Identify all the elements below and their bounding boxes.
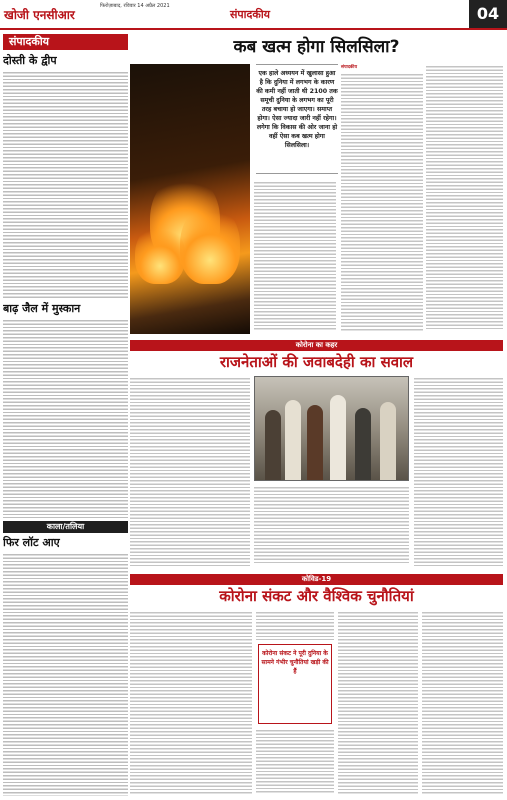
- editorial-banner: संपादकीय: [3, 34, 128, 50]
- left-column: [3, 34, 128, 796]
- date-line: फिरोज़ाबाद, रविवार 14 अप्रैल 2021: [100, 3, 170, 9]
- strip-kala-taliya: काला/तलिया: [3, 521, 128, 533]
- article-title-baadh: बाढ़ जैल में मुस्कान: [3, 302, 81, 315]
- corona-text-col-1: [130, 376, 250, 566]
- article-title-phir: फिर लॉट आए: [3, 536, 60, 549]
- paper-logo: खोजी एनसीआर: [4, 8, 75, 22]
- covid-text-col-2-bottom: [256, 728, 334, 794]
- covid-text-col-2-top: [256, 610, 334, 640]
- page-number: 04: [469, 0, 507, 28]
- covid-text-col-1: [130, 610, 252, 794]
- article-title-dosti: दोस्ती के द्वीप: [3, 54, 57, 67]
- editorial-text-col-1: [254, 180, 336, 334]
- editorial-section: [130, 34, 503, 340]
- corona-headline: राजनेताओं की जवाबदेही का सवाल: [219, 353, 414, 371]
- covid-section: [130, 574, 503, 796]
- section-title: संपादकीय: [230, 8, 271, 21]
- covid-text-col-3: [338, 610, 418, 794]
- editorial-text-col-2: [341, 64, 423, 334]
- article-body-baadh: [3, 318, 128, 518]
- corona-strip: कोरोना का कहर: [130, 340, 503, 351]
- editorial-headline: कब खत्म होगा सिलसिला?: [233, 37, 400, 57]
- editorial-author: संपादकीय: [341, 65, 357, 70]
- corona-section: [130, 340, 503, 570]
- covid-text-col-4: [422, 610, 503, 794]
- covid-highlight-box: कोरोना संकट ने पूरी दुनिया के सामने गंभीर चुनौतियां खड़ी की हैं: [258, 644, 332, 724]
- fire-photo: [130, 64, 250, 334]
- pull-quote: एक हाले अध्ययन में खुलासा हुआ है कि दुनिया में लगभग के कारण की कमी नहीं जाती थी 2100 तक समूची दुनिया के लगभग का पूरी तरह बचाया हो जाएगा। समाप्त होगा। ऐसा ज्यादा जारी नहीं रहेगा। लगेगा कि विकास की ओर जाना हो वहीं ऐसा कब खत्म होगा सिलसिला।: [256, 64, 338, 174]
- corona-text-col-3: [414, 376, 503, 566]
- covid-headline: कोरोना संकट और वैश्विक चुनौतियां: [219, 587, 414, 605]
- editorial-text-col-3: [426, 64, 503, 334]
- article-body-phir: [3, 552, 128, 796]
- masthead: [0, 0, 507, 30]
- article-body-dosti: [3, 70, 128, 300]
- covid-strip: कोविड-19: [130, 574, 503, 585]
- corona-text-col-2: [254, 485, 409, 565]
- corona-photo: [254, 376, 409, 481]
